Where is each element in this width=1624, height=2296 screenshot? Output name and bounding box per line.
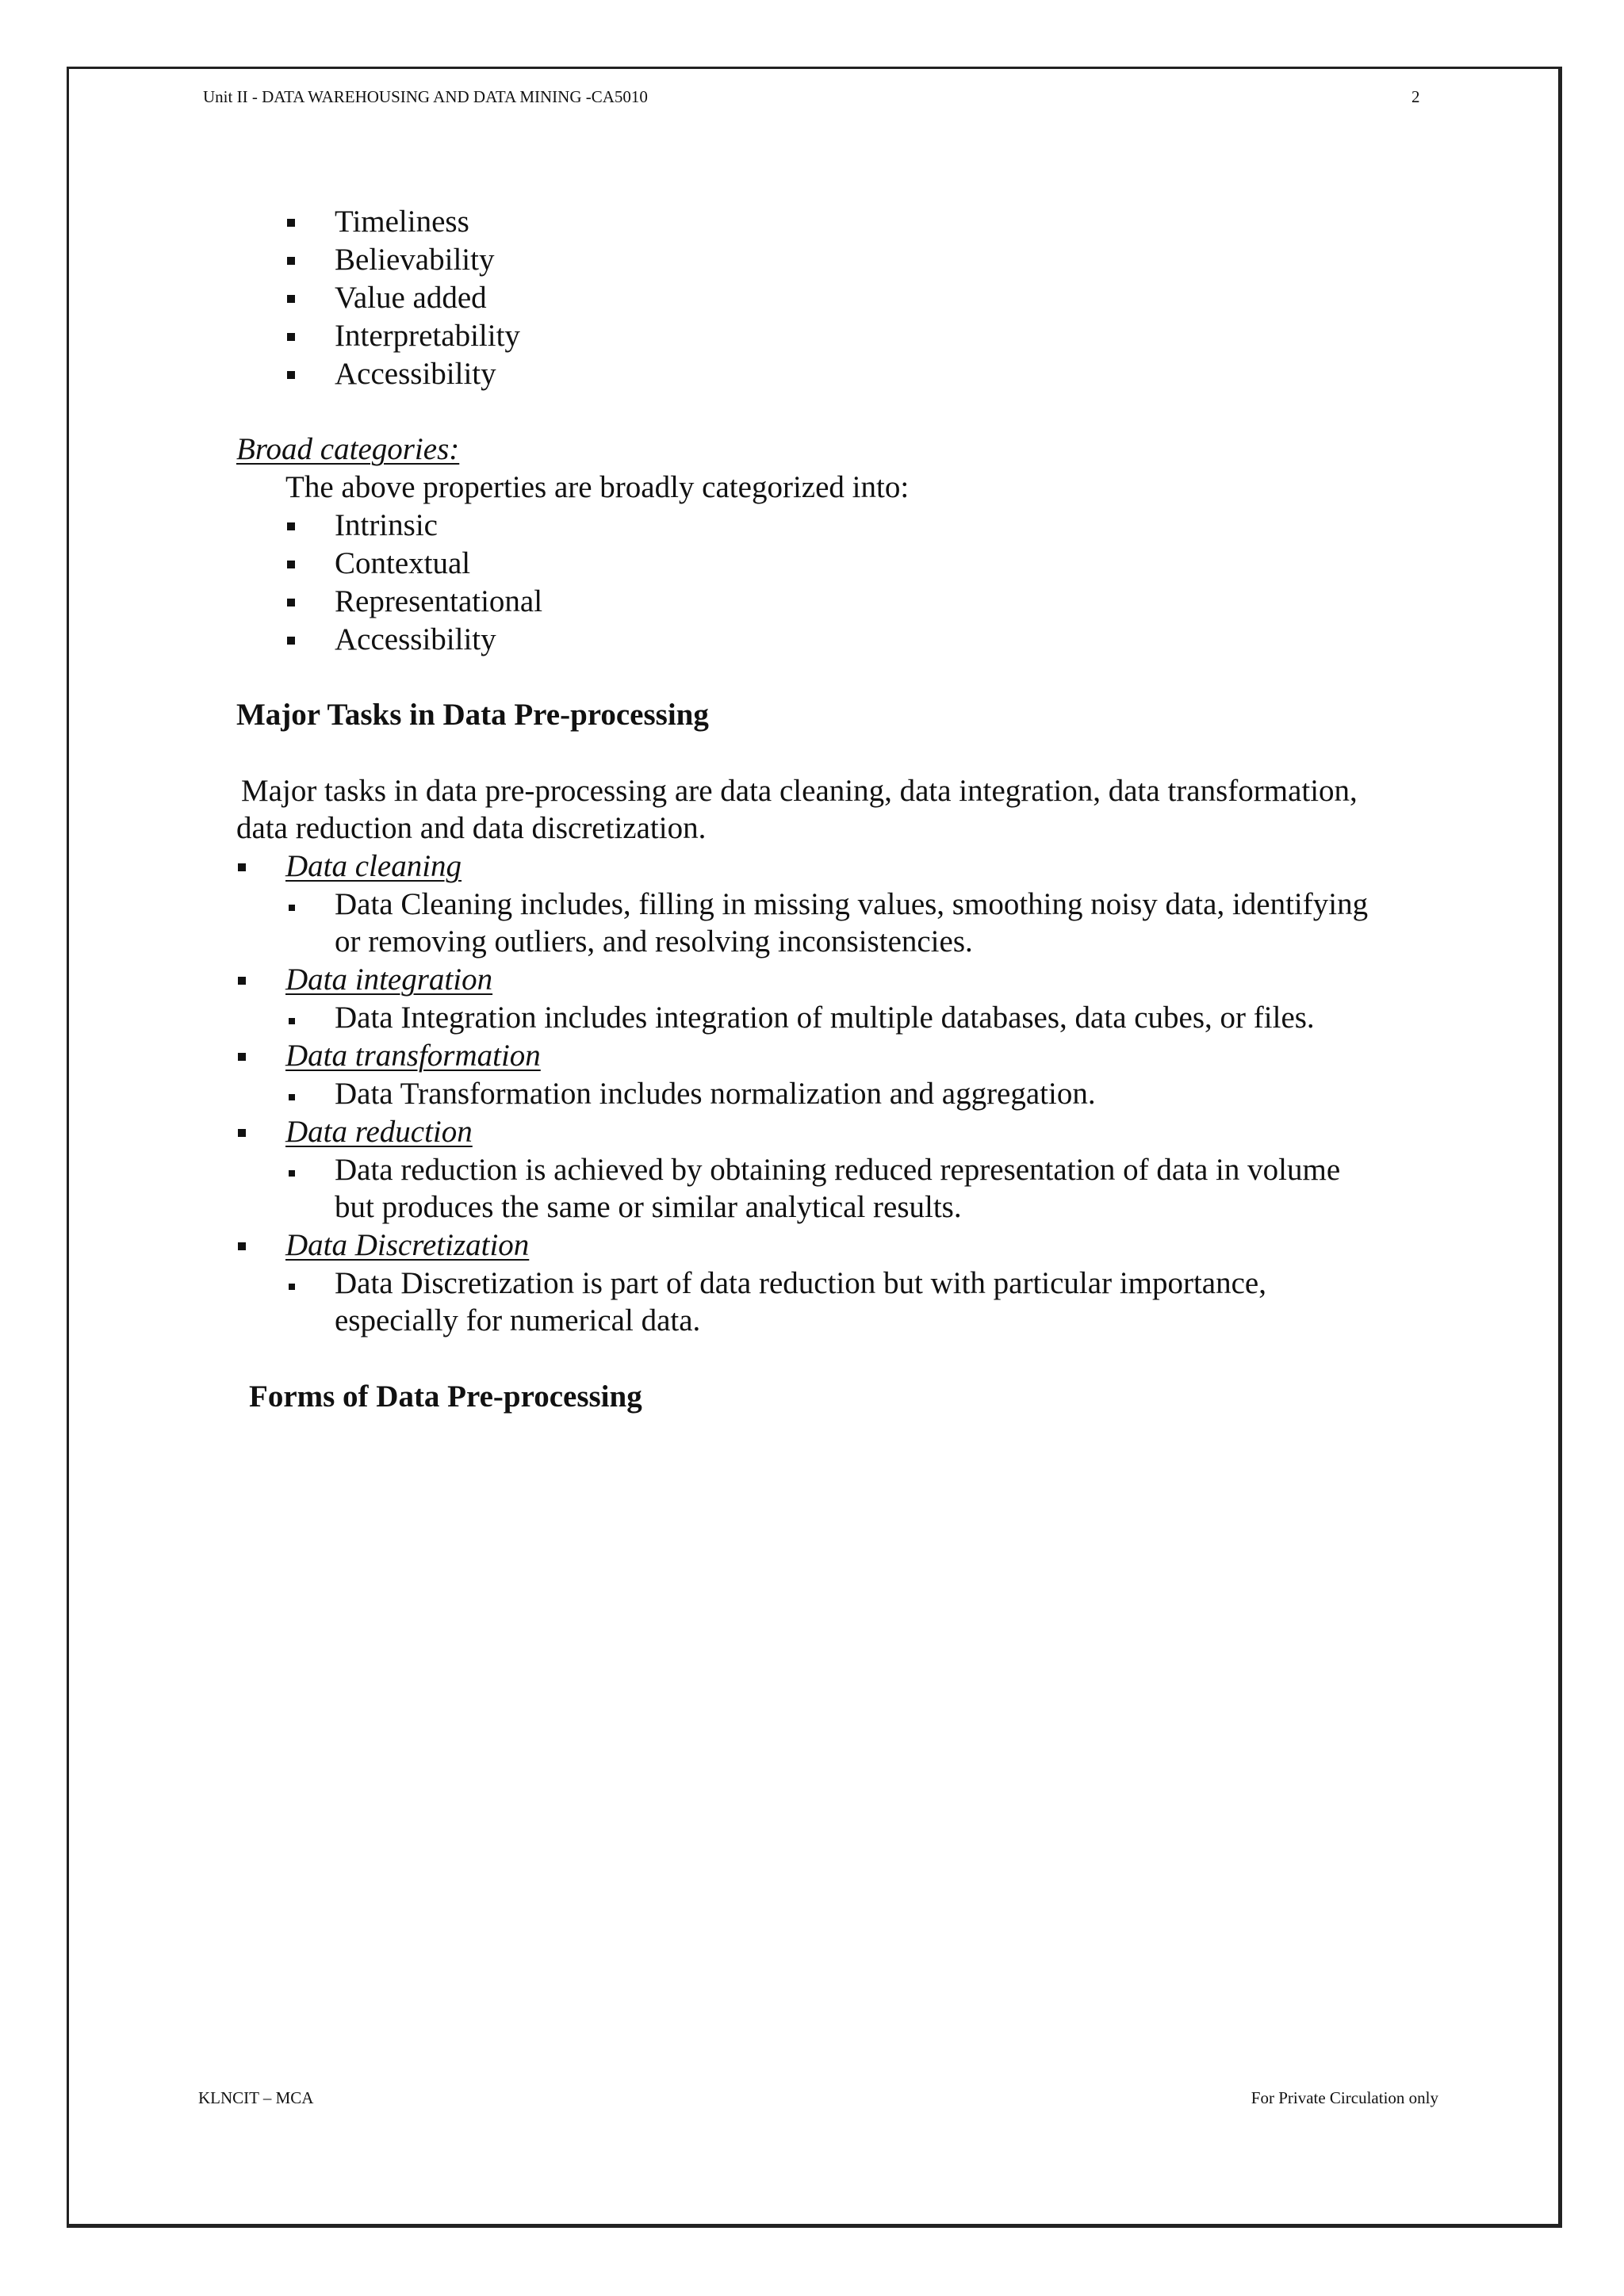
task-title: Data cleaning: [285, 849, 462, 883]
bullet-icon: [287, 522, 295, 530]
bullet-icon: [287, 219, 295, 227]
task-description: but produces the same or similar analytical results.: [335, 1190, 962, 1224]
broad-categories-intro: The above properties are broadly categorized into:: [285, 470, 910, 504]
bullet-icon: [289, 1170, 295, 1177]
bullet-icon: [289, 1018, 295, 1024]
task-description: Data Transformation includes normalization and aggregation.: [335, 1077, 1096, 1111]
quality-item: Value added: [335, 281, 487, 315]
footer-right: For Private Circulation only: [1251, 2088, 1438, 2107]
task-description: especially for numerical data.: [335, 1303, 701, 1337]
broad-categories-heading: Broad categories:: [236, 432, 460, 466]
bullet-icon: [238, 863, 246, 871]
header-title: Unit II - DATA WAREHOUSING AND DATA MINING -CA5010: [203, 87, 648, 106]
footer-left: KLNCIT – MCA: [198, 2088, 314, 2107]
bullet-icon: [289, 1094, 295, 1100]
major-tasks-intro: data reduction and data discretization.: [236, 811, 707, 845]
bullet-icon: [287, 295, 295, 303]
bullet-icon: [287, 599, 295, 607]
quality-item: Accessibility: [335, 357, 496, 391]
bullet-icon: [287, 561, 295, 568]
quality-item: Interpretability: [335, 319, 520, 353]
category-item: Intrinsic: [335, 508, 438, 542]
bullet-icon: [287, 371, 295, 379]
bullet-icon: [287, 333, 295, 341]
forms-heading: Forms of Data Pre-processing: [249, 1380, 642, 1414]
category-item: Accessibility: [335, 622, 496, 656]
bullet-icon: [289, 1284, 295, 1290]
bullet-icon: [238, 1053, 246, 1061]
page-number: 2: [1411, 87, 1420, 106]
major-tasks-heading: Major Tasks in Data Pre-processing: [236, 698, 709, 732]
task-title: Data integration: [285, 962, 493, 997]
quality-item: Believability: [335, 243, 495, 277]
category-item: Contextual: [335, 546, 471, 580]
major-tasks-intro: Major tasks in data pre-processing are data cleaning, data integration, data transformation,: [241, 774, 1358, 808]
task-description: Data Cleaning includes, filling in missing values, smoothing noisy data, identifying: [335, 887, 1369, 921]
task-description: Data reduction is achieved by obtaining reduced representation of data in volume: [335, 1153, 1341, 1187]
bullet-icon: [238, 1242, 246, 1250]
task-description: Data Integration includes integration of multiple databases, data cubes, or files.: [335, 1001, 1315, 1035]
category-item: Representational: [335, 584, 543, 618]
bullet-icon: [289, 905, 295, 911]
task-description: or removing outliers, and resolving inconsistencies.: [335, 924, 973, 959]
bullet-icon: [238, 1129, 246, 1137]
quality-item: Timeliness: [335, 205, 469, 239]
bullet-icon: [238, 977, 246, 985]
bullet-icon: [287, 257, 295, 265]
bullet-icon: [287, 637, 295, 645]
task-title: Data Discretization: [285, 1228, 530, 1262]
task-description: Data Discretization is part of data reduction but with particular importance,: [335, 1266, 1266, 1300]
task-title: Data transformation: [285, 1039, 541, 1073]
task-title: Data reduction: [285, 1115, 473, 1149]
